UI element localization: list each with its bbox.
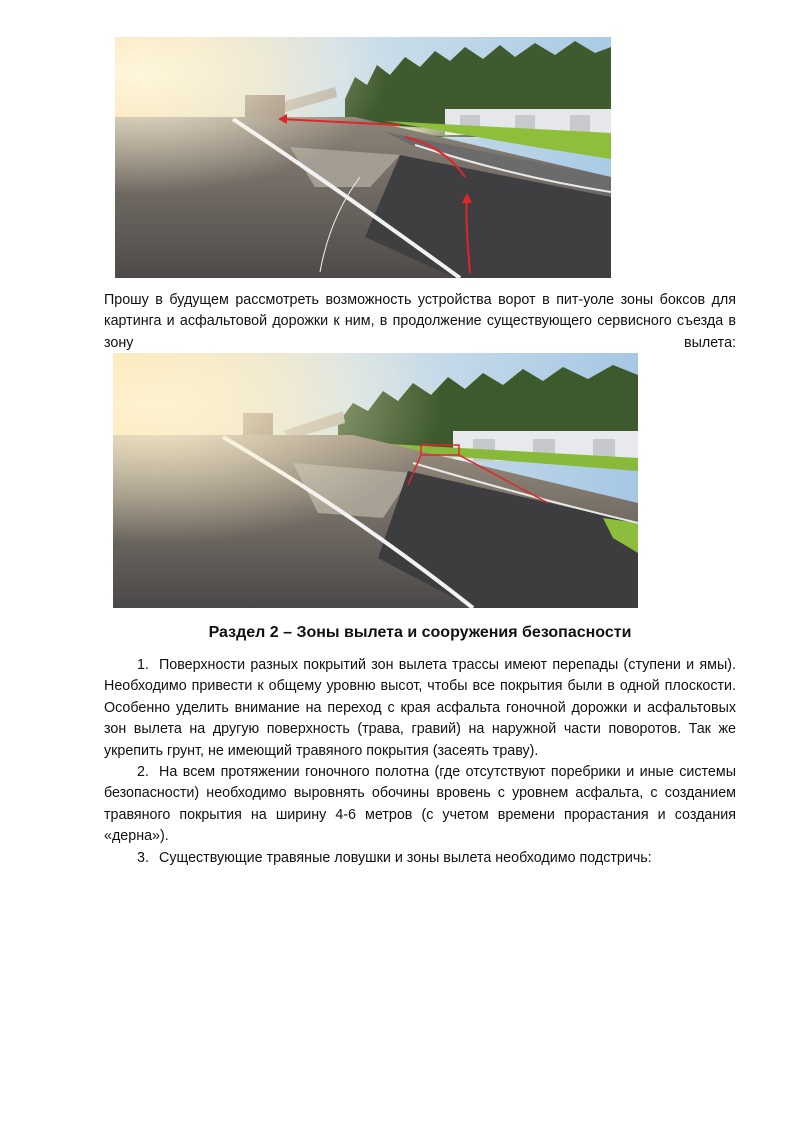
list-item bbox=[104, 762, 736, 848]
section-heading: Раздел 2 – Зоны вылета и сооружения безопасности bbox=[208, 624, 632, 641]
list-item-text: На всем протяжении гоночного полотна (где отсутствуют поребрики и иные системы безопасности) необходимо выровнять обочины вровень с уровнем асфальта, с созданием травяного покрытия на ширину 4-6 метров (с учетом времени прорастания и создания «дерна»). bbox=[104, 764, 736, 845]
list-item-text: Поверхности разных покрытий зон вылета трассы имеют перепады (ступени и ямы). Необходимо привести к общему уровню высот, чтобы все покрытия были в одной плоскости. Особенно уделить внимание на переход с края асфальта гоночной дорожки и асфальтовых зон вылета на другую поверхность (трава, гравий) на наружной части поворотов. Так же укрепить грунт, не имеющий травяного покрытия (засеять траву). bbox=[104, 657, 736, 759]
list-item-text: Существующие травяные ловушки и зоны вылета необходимо подстричь: bbox=[159, 849, 652, 866]
intro-paragraph: Прошу в будущем рассмотреть возможность устройства ворот в пит-уоле зоны боксов для картинга и асфальтовой дорожки к ним, в продолжение существующего сервисного съезда в зону вылета: bbox=[104, 292, 736, 351]
track-photo-2-image bbox=[113, 353, 638, 608]
track-photo-1 bbox=[115, 37, 611, 278]
track-photo-1-image bbox=[115, 37, 611, 278]
list-item bbox=[104, 848, 736, 869]
list-item bbox=[104, 655, 736, 762]
list-item-number: 2. bbox=[137, 764, 149, 781]
list-item-number: 1. bbox=[137, 657, 149, 673]
requirements-list bbox=[104, 655, 736, 869]
list-item-number: 3. bbox=[137, 849, 149, 866]
track-photo-2 bbox=[113, 353, 638, 608]
